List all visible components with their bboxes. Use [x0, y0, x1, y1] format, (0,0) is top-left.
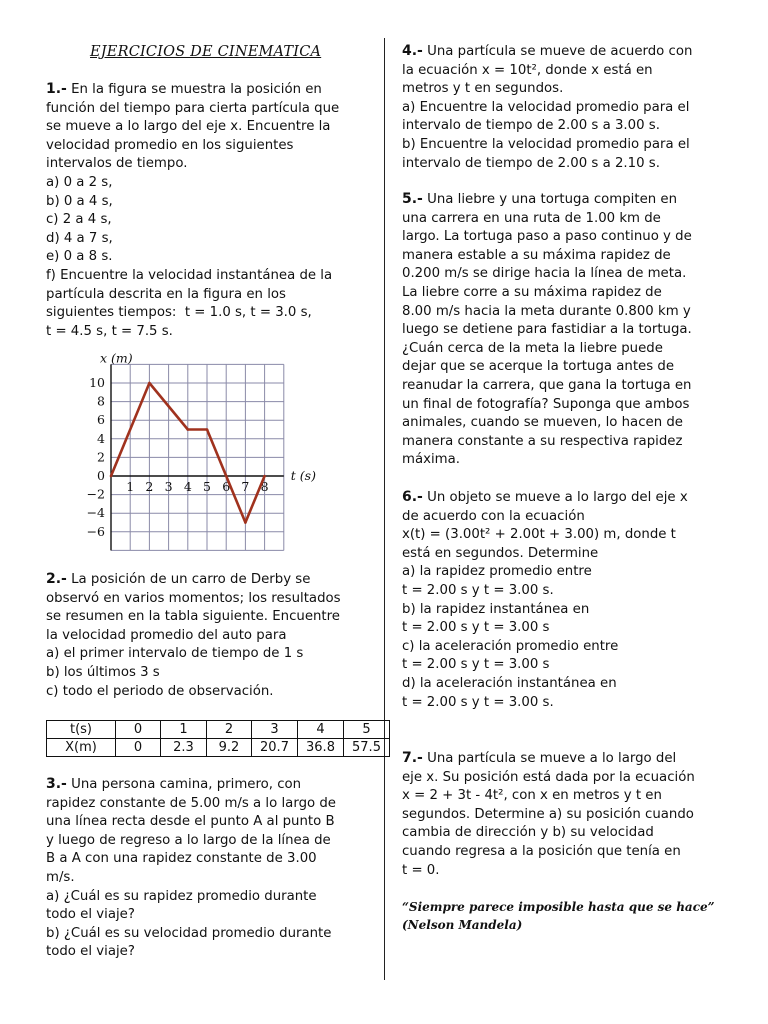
p6-line — [402, 638, 732, 657]
p2-text: a) el primer intervalo de tiempo de 1 s — [46, 646, 304, 662]
p5-text: Una liebre y una tortuga compiten en — [422, 192, 678, 207]
table-cell: t(s) — [47, 721, 116, 739]
p2-line — [46, 664, 371, 683]
p2-text: la velocidad promedio del auto para — [46, 627, 287, 643]
p5-line — [402, 265, 732, 284]
p7-text: segundos. Determine a) su posición cuando — [402, 806, 694, 822]
y-tick-label: 10 — [89, 375, 105, 390]
y-tick-label: 4 — [97, 430, 105, 446]
table-cell: 2 — [207, 721, 252, 739]
p7-line — [402, 787, 732, 806]
x-axis-label: t (s) — [290, 468, 316, 483]
p7-text: cambia de dirección y b) su velocidad — [402, 825, 654, 841]
p7-text: t = 0. — [402, 862, 440, 878]
p3-line — [46, 943, 371, 962]
p1-line — [46, 286, 371, 305]
p7-line — [402, 843, 732, 862]
p3-line — [46, 906, 371, 925]
p3-line — [46, 869, 371, 888]
x-tick-label: 1 — [126, 479, 135, 494]
quote-text: “Siempre parece imposible hasta que se hace” — [402, 900, 715, 914]
p1-text: En la figura se muestra la posición en — [66, 82, 322, 97]
x-tick-label: 5 — [203, 479, 211, 494]
p7-text: cuando regresa a la posición que tenía en — [402, 843, 681, 859]
exercise-1 — [46, 80, 371, 341]
data-point — [110, 475, 113, 478]
p1-text: t = 4.5 s, t = 7.5 s. — [46, 323, 173, 339]
p4-line — [402, 136, 732, 155]
p3-text: Una persona camina, primero, con — [66, 777, 302, 792]
p1-line — [46, 174, 371, 193]
p5-line — [402, 433, 732, 452]
p4-text: Una partícula se mueve de acuerdo con — [422, 44, 693, 59]
p3-number: 3.- — [46, 776, 67, 792]
p6-text: c) la aceleración promedio entre — [402, 638, 619, 654]
p6-number: 6.- — [402, 489, 423, 505]
p6-text: t = 2.00 s y t = 3.00 s. — [402, 694, 554, 710]
p7-line — [402, 862, 732, 881]
y-tick-label: 2 — [97, 449, 105, 465]
p3-line — [46, 888, 371, 907]
exercise-4 — [402, 42, 732, 173]
table-cell: 1 — [161, 721, 207, 739]
p5-line — [402, 396, 732, 415]
p1-text: b) 0 a 4 s, — [46, 193, 113, 209]
p3-text: rapidez constante de 5.00 m/s a lo largo de — [46, 795, 336, 811]
p4-line — [402, 117, 732, 136]
p5-line — [402, 247, 732, 266]
p6-line — [402, 694, 732, 713]
p1-text: f) Encuentre la velocidad instantánea de la — [46, 267, 333, 283]
table-row — [47, 721, 390, 739]
p5-text: un final de fotografía? Suponga que ambos — [402, 396, 690, 412]
p4-line — [402, 155, 732, 174]
p5-text: 8.00 m/s hacia la meta durante 0.800 km y — [402, 303, 691, 319]
table-cell: 9.2 — [207, 739, 252, 757]
p1-line — [46, 248, 371, 267]
p1-line — [46, 100, 371, 119]
p3-text: una línea recta desde el punto A al punto B — [46, 814, 335, 830]
p6-text: a) la rapidez promedio entre — [402, 564, 592, 580]
y-tick-label: −2 — [86, 486, 105, 502]
data-point — [148, 382, 151, 385]
p7-text: eje x. Su posición está dada por la ecuación — [402, 769, 695, 785]
table-cell: 20.7 — [252, 739, 298, 757]
p2-line — [46, 608, 371, 627]
p6-text: de acuerdo con la ecuación — [402, 508, 585, 524]
p3-line — [46, 925, 371, 944]
p1-text: a) 0 a 2 s, — [46, 174, 113, 190]
p1-text: c) 2 a 4 s, — [46, 212, 112, 228]
p7-text: Una partícula se mueve a lo largo del — [422, 751, 677, 766]
data-point — [187, 428, 190, 431]
x-tick-label: 6 — [222, 479, 231, 494]
p4-number: 4.- — [402, 43, 423, 59]
table-row — [47, 739, 390, 757]
p3-line — [46, 813, 371, 832]
exercise-3 — [46, 775, 371, 962]
p2-line — [46, 627, 371, 646]
p5-text: largo. La tortuga paso a paso continuo y de — [402, 229, 692, 245]
p5-line — [402, 451, 732, 470]
p2-text: La posición de un carro de Derby se — [66, 572, 311, 587]
p3-text: todo el viaje? — [46, 907, 135, 923]
data-point — [244, 521, 247, 524]
p7-line — [402, 824, 732, 843]
p5-line — [402, 340, 732, 359]
table-cell: 5 — [344, 721, 390, 739]
x-tick-label: 7 — [241, 479, 250, 494]
p1-number: 1.- — [46, 81, 67, 97]
p5-text: 0.200 m/s se dirige hacia la línea de meta. — [402, 266, 687, 282]
p5-line — [402, 414, 732, 433]
p5-text: ¿Cuán cerca de la meta la liebre puede — [402, 340, 663, 356]
p1-text: se mueve a lo largo del eje x. Encuentre la — [46, 119, 331, 135]
p7-number: 7.- — [402, 750, 423, 766]
quote-author: (Nelson Mandela) — [402, 918, 523, 932]
p4-line — [402, 99, 732, 118]
p6-line — [402, 656, 732, 675]
table-cell: 2.3 — [161, 739, 207, 757]
p1-line — [46, 304, 371, 323]
p6-line — [402, 675, 732, 694]
p3-text: m/s. — [46, 869, 75, 885]
p5-line — [402, 210, 732, 229]
quote — [402, 898, 742, 934]
p5-text: manera constante a su respectiva rapidez — [402, 433, 683, 449]
p1-line — [46, 323, 371, 342]
data-point — [263, 475, 266, 478]
p5-text: La liebre corre a su máxima rapidez de — [402, 284, 662, 300]
p5-line — [402, 228, 732, 247]
p7-line — [402, 806, 732, 825]
column-divider — [384, 38, 385, 980]
table-cell: 36.8 — [298, 739, 344, 757]
p5-number: 5.- — [402, 191, 423, 207]
p6-text: Un objeto se mueve a lo largo del eje x — [422, 490, 688, 505]
p4-line — [402, 62, 732, 81]
p1-line — [46, 193, 371, 212]
p6-line — [402, 526, 732, 545]
x-tick-label: 2 — [145, 479, 154, 494]
p6-line — [402, 508, 732, 527]
p2-text: observó en varios momentos; los resultados — [46, 590, 341, 606]
p2-text: se resumen en la tabla siguiente. Encuentre — [46, 609, 340, 625]
p2-text: c) todo el periodo de observación. — [46, 683, 274, 699]
y-tick-label: 6 — [97, 412, 105, 428]
p6-text: b) la rapidez instantánea en — [402, 601, 590, 617]
derby-data-table — [46, 720, 390, 757]
p6-text: t = 2.00 s y t = 3.00 s — [402, 620, 550, 636]
p2-number: 2.- — [46, 571, 67, 587]
p6-line — [402, 601, 732, 620]
p1-text: d) 4 a 7 s, — [46, 230, 113, 246]
p6-text: t = 2.00 s y t = 3.00 s — [402, 657, 550, 673]
p6-text: t = 2.00 s y t = 3.00 s. — [402, 582, 554, 598]
p2-line — [46, 570, 371, 590]
x-tick-label: 3 — [164, 479, 173, 494]
p4-text: intervalo de tiempo de 2.00 s a 2.10 s. — [402, 155, 660, 171]
page-title: EJERCICIOS DE CINEMATICA — [90, 44, 322, 60]
p5-line — [402, 358, 732, 377]
p1-text: función del tiempo para cierta partícula que — [46, 100, 340, 116]
y-tick-label: −6 — [86, 523, 105, 539]
y-tick-label: 0 — [97, 468, 105, 483]
table-cell: X(m) — [47, 739, 116, 757]
p5-text: máxima. — [402, 452, 460, 468]
p3-text: y luego de regreso a lo largo de la línea de — [46, 832, 331, 848]
p3-line — [46, 850, 371, 869]
p6-text: d) la aceleración instantánea en — [402, 675, 617, 691]
exercise-5 — [402, 190, 732, 470]
p4-text: intervalo de tiempo de 2.00 s a 3.00 s. — [402, 118, 660, 134]
p5-line — [402, 321, 732, 340]
p5-line — [402, 284, 732, 303]
p1-line — [46, 137, 371, 156]
x-tick-label: 4 — [183, 479, 192, 494]
p5-line — [402, 303, 732, 322]
p7-line — [402, 749, 732, 769]
p5-line — [402, 190, 732, 210]
p1-line — [46, 267, 371, 286]
p7-text: x = 2 + 3t - 4t², con x en metros y t en — [402, 788, 662, 804]
p5-text: dejar que se acerque la tortuga antes de — [402, 359, 675, 375]
data-point — [206, 428, 209, 431]
p1-line — [46, 155, 371, 174]
p1-line — [46, 118, 371, 137]
exercise-7 — [402, 749, 732, 880]
table-cell: 3 — [252, 721, 298, 739]
p1-text: partícula descrita en la figura en los — [46, 286, 286, 302]
p6-text: x(t) = (3.00t² + 2.00t + 3.00) m, donde t — [402, 527, 676, 543]
p6-line — [402, 488, 732, 508]
p1-text: e) 0 a 8 s. — [46, 249, 113, 265]
p2-line — [46, 645, 371, 664]
p3-line — [46, 775, 371, 795]
table-cell: 0 — [116, 739, 161, 757]
p3-text: b) ¿Cuál es su velocidad promedio durante — [46, 925, 332, 941]
y-axis-label: x (m) — [100, 350, 133, 366]
table-cell: 0 — [116, 721, 161, 739]
p5-text: luego se detiene para fastidiar a la tortuga. — [402, 322, 692, 338]
p3-line — [46, 795, 371, 814]
p4-line — [402, 80, 732, 99]
p1-text: velocidad promedio en los siguientes — [46, 137, 294, 153]
p2-text: b) los últimos 3 s — [46, 664, 160, 680]
p3-line — [46, 832, 371, 851]
position-time-graph — [86, 348, 332, 558]
p5-text: manera estable a su máxima rapidez de — [402, 247, 671, 263]
p1-text: siguientes tiempos: t = 1.0 s, t = 3.0 s, — [46, 305, 312, 321]
p5-text: reanudar la carrera, que gana la tortuga en — [402, 377, 692, 393]
table-cell: 4 — [298, 721, 344, 739]
y-tick-label: −4 — [86, 505, 105, 521]
p5-text: una carrera en una ruta de 1.00 km de — [402, 210, 661, 226]
table-cell: 57.5 — [344, 739, 390, 757]
p2-line — [46, 683, 371, 702]
p7-line — [402, 769, 732, 788]
x-tick-label: 8 — [260, 479, 269, 494]
p5-line — [402, 377, 732, 396]
p1-text: intervalos de tiempo. — [46, 156, 188, 172]
p3-text: a) ¿Cuál es su rapidez promedio durante — [46, 888, 317, 904]
exercise-6 — [402, 488, 732, 712]
p1-line — [46, 230, 371, 249]
p1-line — [46, 211, 371, 230]
p6-line — [402, 619, 732, 638]
p4-text: a) Encuentre la velocidad promedio para el — [402, 99, 690, 115]
p4-text: metros y t en segundos. — [402, 81, 564, 97]
p2-line — [46, 590, 371, 609]
p4-text: b) Encuentre la velocidad promedio para el — [402, 136, 690, 152]
p3-text: todo el viaje? — [46, 944, 135, 960]
p4-text: la ecuación x = 10t², donde x está en — [402, 62, 653, 78]
p3-text: B a A con una rapidez constante de 3.00 — [46, 851, 317, 867]
p6-line — [402, 582, 732, 601]
exercise-2 — [46, 570, 371, 701]
p6-text: está en segundos. Determine — [402, 545, 599, 561]
p4-line — [402, 42, 732, 62]
p5-text: animales, cuando se mueven, lo hacen de — [402, 415, 683, 431]
p6-line — [402, 545, 732, 564]
p6-line — [402, 563, 732, 582]
y-tick-label: 8 — [97, 393, 105, 409]
p1-line — [46, 80, 371, 100]
